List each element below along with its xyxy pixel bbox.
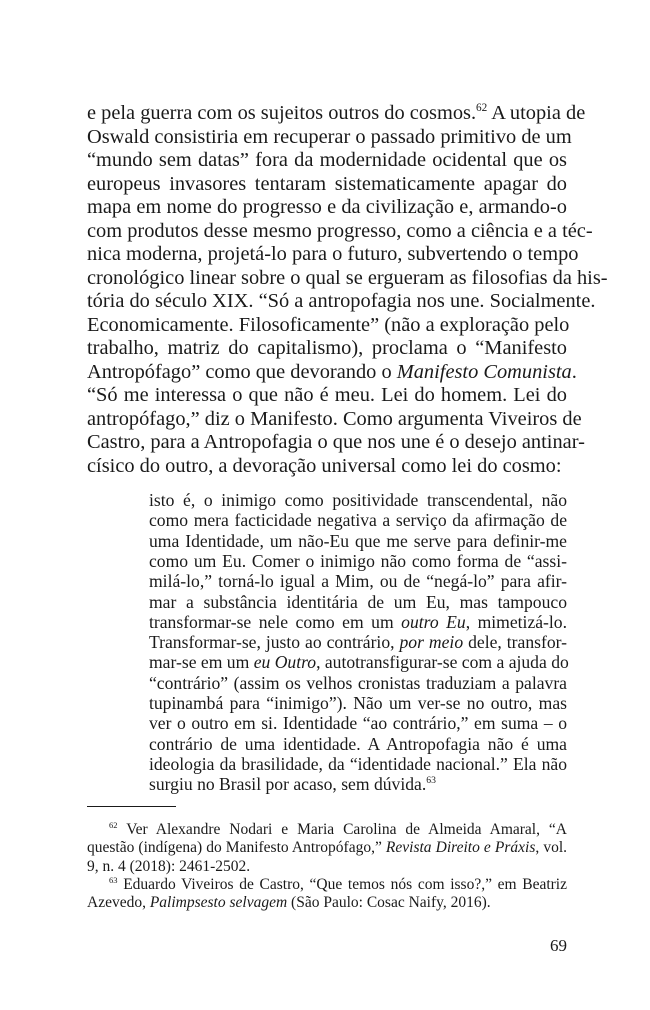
quote-line: “contrário” (assim os velhos cronistas traduziam a palavra (149, 672, 567, 693)
footnote-63-line: $^{63}$ Eduardo Viveiros de Castro, “Que temos nós com isso?,” em Beatriz (109, 874, 567, 893)
footnote-62-line: $^{62}$ Ver Alexandre Nodari e Maria Carolina de Almeida Amaral, “A (109, 819, 567, 838)
italic-phrase: eu Outro (253, 652, 317, 673)
footnote-divider (87, 806, 176, 807)
quote-line: ver o outro em si. Identidade “ao contrário,” em suma – o (149, 713, 567, 734)
footnote-number-62: 62 (109, 819, 118, 830)
quote-line: milá-lo,” torná-lo igual a Mim, ou de “negá-lo” para afir- (149, 571, 567, 592)
footnote-number-63: 63 (109, 874, 118, 885)
quote-line: surgiu no Brasil por acaso, sem dúvida.$^{63}$ (149, 774, 436, 795)
body-line: nica moderna, projetá-lo para o futuro, subvertendo o tempo (87, 243, 579, 265)
quote-line: como mera facticidade negativa a serviço da afirmação de (149, 510, 567, 531)
body-line: Castro, para a Antropofagia o que nos une é o desejo antinar- (87, 431, 585, 453)
quote-line: mar-se em um eu Outro, autotransfigurar-se com a ajuda do (149, 652, 569, 673)
quote-line: como um Eu. Comer o inimigo não como forma de “assi- (149, 550, 567, 571)
italic-journal: Revista Direito e Práxis (385, 839, 536, 857)
italic-book-title: Palimpsesto selvagem (149, 894, 288, 912)
body-line: cronológico linear sobre o qual se ergueram as filosofias da his- (87, 266, 608, 289)
body-line: com produtos desse mesmo progresso, como a ciência e a téc- (87, 219, 593, 242)
footnote-62-line: 9, n. 4 (2018): 2461-2502. (87, 857, 251, 875)
quote-line: contrário de uma identidade. A Antropofagia não é uma (149, 733, 567, 754)
quote-line: Transformar-se, justo ao contrário, por meio dele, transfor- (149, 632, 567, 653)
body-line: císico do outro, a devoração universal como lei do cosmo: (87, 454, 562, 477)
italic-phrase: outro Eu (401, 611, 466, 632)
body-line: antropófago,” diz o Manifesto. Como argumenta Viveiros de (87, 407, 582, 430)
body-line: mapa em nome do progresso e da civilização e, armando-o (87, 196, 567, 218)
italic-title: Manifesto Comunista (396, 360, 572, 383)
quote-line: tupinambá para “inimigo”). Não um ver-se no outro, mas (149, 693, 567, 713)
body-line: europeus invasores tentaram sistematicamente apagar do (87, 172, 567, 195)
footnote-63-line: Azevedo, Palimpsesto selvagem (São Paulo: Cosac Naify, 2016). (87, 894, 491, 912)
body-line: tória do século XIX. “Só a antropofagia nos une. Socialmente. (87, 290, 596, 312)
quote-line: mar a substância identitária de um Eu, mas tampouco (149, 591, 567, 612)
italic-phrase: por meio (399, 632, 464, 653)
quote-line: ideologia da brasilidade, da “identidade nacional.” Ela não (149, 753, 567, 774)
footnote-62-line: questão (indígena) do Manifesto Antropófago,” Revista Direito e Práxis, vol. (87, 839, 568, 857)
quote-line: transformar-se nele como em um outro Eu, mimetizá-lo. (149, 611, 567, 632)
body-line: “Só me interessa o que não é meu. Lei do homem. Lei do (87, 384, 567, 406)
body-line: “mundo sem datas” fora da modernidade ocidental que os (87, 149, 567, 171)
page-number: 69 (550, 936, 567, 955)
footnote-ref-62[interactable]: 62 (476, 102, 488, 115)
body-line: Economicamente. Filosoficamente” (não a exploração pelo (87, 313, 570, 336)
body-line: Antropófago” como que devorando o Manifesto Comunista. (87, 360, 577, 383)
footnote-ref-63[interactable]: 63 (426, 775, 436, 787)
body-line: trabalho, matriz do capitalismo), proclama o “Manifesto (87, 337, 567, 359)
quote-line: isto é, o inimigo como positividade transcendental, não (149, 490, 567, 510)
body-line: e pela guerra com os sujeitos outros do cosmos.$^{62}$ A utopia de (87, 102, 586, 124)
quote-line: uma Identidade, um não-Eu que me serve para definir-me (149, 530, 567, 551)
body-line: Oswald consistiria em recuperar o passado primitivo de um (87, 125, 572, 148)
